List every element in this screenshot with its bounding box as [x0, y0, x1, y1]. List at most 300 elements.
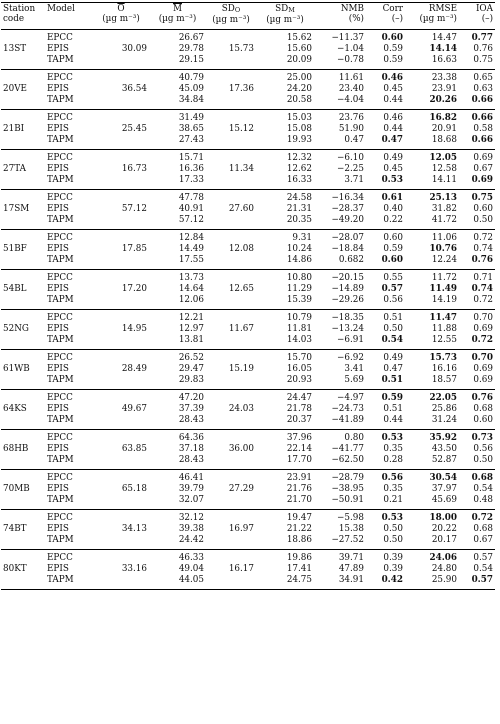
observed-mean-cell — [93, 255, 149, 270]
nmb-cell: 11.61 — [338, 73, 364, 84]
ioa-cell: 0.72 — [473, 233, 493, 244]
model-cell: EPCC — [47, 553, 73, 564]
table-row — [1, 69, 495, 84]
nmb-cell: −14.89 — [331, 284, 364, 295]
station-code-cell — [1, 149, 45, 164]
ioa-cell: 0.54 — [473, 484, 493, 495]
observed-mean-cell: 34.13 — [121, 524, 147, 535]
observed-mean-cell: 63.85 — [121, 444, 147, 455]
nmb-cell: −4.97 — [337, 393, 364, 404]
modelled-mean-cell: 34.84 — [149, 95, 206, 110]
table-row — [1, 135, 495, 150]
modelled-mean-cell: 37.39 — [178, 404, 204, 415]
sd-observed-cell — [206, 415, 256, 430]
ioa-cell: 0.48 — [459, 495, 495, 510]
station-code-cell: 21BI — [3, 124, 25, 135]
sd-modelled-cell: 24.75 — [256, 575, 314, 590]
modelled-mean-cell: 40.91 — [178, 204, 204, 215]
header-sd-modelled: SDM (µg m⁻³) — [256, 3, 314, 30]
sd-observed-cell — [206, 469, 256, 484]
model-cell: TAPM — [45, 335, 93, 350]
table-row — [1, 149, 495, 164]
sd-modelled-cell: 24.20 — [286, 84, 312, 95]
model-cell: EPCC — [47, 273, 73, 284]
observed-mean-cell — [93, 215, 149, 230]
rmse-cell: 11.72 — [431, 273, 457, 284]
rmse-cell: 25.86 — [431, 404, 457, 415]
sd-observed-cell: 15.19 — [228, 364, 254, 375]
sd-modelled-cell: 16.33 — [256, 175, 314, 190]
corr-cell: 0.39 — [383, 553, 403, 564]
rmse-cell: 10.76 — [429, 244, 457, 255]
nmb-cell: −16.34 — [331, 193, 364, 204]
corr-cell: 0.21 — [366, 495, 405, 510]
corr-cell: 0.59 — [381, 393, 403, 404]
modelled-mean-cell: 12.97 — [178, 324, 204, 335]
sd-observed-cell: 36.00 — [228, 444, 254, 455]
corr-cell: 0.44 — [366, 95, 405, 110]
model-cell: EPCC — [47, 113, 73, 124]
rmse-cell: 20.17 — [405, 535, 459, 550]
observed-mean-cell — [93, 389, 149, 404]
nmb-cell: −28.37 — [331, 204, 364, 215]
observed-mean-cell — [93, 189, 149, 204]
rmse-cell: 25.90 — [405, 575, 459, 590]
observed-mean-cell — [93, 455, 149, 470]
station-code-cell — [1, 349, 45, 364]
table-row — [1, 284, 495, 295]
nmb-cell: 23.40 — [338, 84, 364, 95]
rmse-cell: 31.82 — [431, 204, 457, 215]
corr-cell: 0.42 — [366, 575, 405, 590]
nmb-cell: −62.50 — [314, 455, 366, 470]
corr-cell: 0.60 — [381, 33, 403, 44]
station-code-cell: 74BT — [3, 524, 27, 535]
rmse-cell: 20.91 — [431, 124, 457, 135]
nmb-cell: −41.77 — [331, 444, 364, 455]
rmse-cell: 14.11 — [405, 175, 459, 190]
observed-mean-cell — [93, 495, 149, 510]
corr-cell: 0.56 — [381, 473, 403, 484]
table-row — [1, 364, 495, 375]
station-code-cell — [1, 455, 45, 470]
station-code-cell — [1, 55, 45, 70]
table-row — [1, 484, 495, 495]
rmse-cell: 11.47 — [429, 313, 457, 324]
sd-modelled-cell: 21.76 — [286, 484, 312, 495]
observed-mean-cell: 30.09 — [121, 44, 147, 55]
model-cell: EPCC — [47, 513, 73, 524]
observed-mean-cell — [93, 349, 149, 364]
corr-cell: 0.51 — [383, 313, 403, 324]
sd-modelled-cell: 15.70 — [286, 353, 312, 364]
ioa-cell: 0.60 — [473, 204, 493, 215]
sd-observed-cell: 12.08 — [228, 244, 254, 255]
modelled-mean-cell: 17.33 — [149, 175, 206, 190]
observed-mean-cell: 17.20 — [121, 284, 147, 295]
rmse-cell: 23.38 — [431, 73, 457, 84]
station-code-cell — [1, 189, 45, 204]
sd-observed-cell — [206, 549, 256, 564]
sd-modelled-cell: 16.05 — [286, 364, 312, 375]
sd-modelled-cell: 20.09 — [256, 55, 314, 70]
ioa-cell: 0.72 — [471, 513, 493, 524]
sd-modelled-cell: 17.41 — [286, 564, 312, 575]
ioa-cell: 0.69 — [459, 375, 495, 390]
sd-observed-cell — [206, 509, 256, 524]
station-code-cell — [1, 335, 45, 350]
station-code-cell: 27TA — [3, 164, 26, 175]
observed-mean-cell — [93, 269, 149, 284]
station-code-cell — [1, 375, 45, 390]
table-row — [1, 109, 495, 124]
modelled-mean-cell: 29.15 — [149, 55, 206, 70]
modelled-mean-cell: 39.38 — [178, 524, 204, 535]
sd-modelled-cell: 24.47 — [286, 393, 312, 404]
model-cell: EPCC — [47, 73, 73, 84]
rmse-cell: 24.80 — [431, 564, 457, 575]
rmse-cell: 45.69 — [405, 495, 459, 510]
ioa-cell: 0.75 — [459, 55, 495, 70]
ioa-cell: 0.66 — [459, 135, 495, 150]
rmse-cell: 35.92 — [429, 433, 457, 444]
sd-observed-cell: 11.67 — [228, 324, 254, 335]
modelled-mean-cell: 16.36 — [178, 164, 204, 175]
station-code-cell — [1, 509, 45, 524]
table-row — [1, 55, 495, 70]
ioa-cell: 0.66 — [459, 95, 495, 110]
rmse-cell: 18.00 — [429, 513, 457, 524]
sd-modelled-cell: 14.03 — [256, 335, 314, 350]
rmse-cell: 24.06 — [429, 553, 457, 564]
ioa-cell: 0.66 — [471, 113, 493, 124]
station-code-cell — [1, 69, 45, 84]
observed-mean-cell — [93, 69, 149, 84]
sd-modelled-cell: 20.93 — [256, 375, 314, 390]
corr-cell: 0.50 — [366, 535, 405, 550]
model-cell: TAPM — [45, 295, 93, 310]
sd-observed-cell — [206, 255, 256, 270]
sd-modelled-cell: 15.03 — [286, 113, 312, 124]
observed-mean-cell: 25.45 — [121, 124, 147, 135]
modelled-mean-cell: 14.49 — [178, 244, 204, 255]
corr-cell: 0.49 — [383, 353, 403, 364]
nmb-cell: −28.07 — [331, 233, 364, 244]
station-code-cell — [1, 469, 45, 484]
header-station-code: Station code — [1, 3, 45, 30]
corr-cell: 0.51 — [383, 404, 403, 415]
corr-cell: 0.51 — [366, 375, 405, 390]
table-row — [1, 295, 495, 310]
sd-observed-cell — [206, 229, 256, 244]
nmb-cell: 0.47 — [314, 135, 366, 150]
model-cell: EPCC — [47, 193, 73, 204]
table-row — [1, 124, 495, 135]
observed-mean-cell — [93, 135, 149, 150]
sd-observed-cell — [206, 215, 256, 230]
model-cell: EPIS — [47, 204, 69, 215]
table-row — [1, 375, 495, 390]
ioa-cell: 0.63 — [473, 84, 493, 95]
modelled-mean-cell: 26.52 — [178, 353, 204, 364]
ioa-cell: 0.69 — [459, 175, 495, 190]
model-cell: TAPM — [45, 375, 93, 390]
model-cell: EPCC — [47, 353, 73, 364]
modelled-mean-cell: 13.73 — [178, 273, 204, 284]
rmse-cell: 12.55 — [405, 335, 459, 350]
observed-mean-cell: 33.16 — [121, 564, 147, 575]
rmse-cell: 15.73 — [429, 353, 457, 364]
modelled-mean-cell: 28.43 — [149, 415, 206, 430]
table-row — [1, 244, 495, 255]
station-code-cell — [1, 215, 45, 230]
rmse-cell: 16.16 — [431, 364, 457, 375]
sd-observed-cell: 27.29 — [228, 484, 254, 495]
observed-mean-cell — [93, 149, 149, 164]
table-row — [1, 535, 495, 550]
sd-observed-cell — [206, 95, 256, 110]
table-row — [1, 229, 495, 244]
modelled-mean-cell: 31.49 — [178, 113, 204, 124]
nmb-cell: −28.79 — [331, 473, 364, 484]
modelled-mean-cell: 12.21 — [178, 313, 204, 324]
sd-modelled-cell: 9.31 — [292, 233, 312, 244]
ioa-cell: 0.74 — [471, 284, 493, 295]
table-row — [1, 495, 495, 510]
nmb-cell: 15.38 — [338, 524, 364, 535]
modelled-mean-cell: 14.64 — [178, 284, 204, 295]
model-cell: EPIS — [47, 444, 69, 455]
station-code-cell — [1, 255, 45, 270]
nmb-cell: −27.52 — [314, 535, 366, 550]
table-row — [1, 404, 495, 415]
corr-cell: 0.50 — [383, 524, 403, 535]
ioa-cell: 0.54 — [473, 564, 493, 575]
rmse-cell: 37.97 — [431, 484, 457, 495]
modelled-mean-cell: 46.41 — [178, 473, 204, 484]
observed-mean-cell — [93, 415, 149, 430]
station-code-cell: 61WB — [3, 364, 30, 375]
sd-modelled-cell: 15.60 — [286, 44, 312, 55]
table-row — [1, 429, 495, 444]
sd-observed-cell — [206, 55, 256, 70]
model-cell: TAPM — [45, 255, 93, 270]
station-code-cell: 70MB — [3, 484, 30, 495]
station-code-cell: 20VE — [3, 84, 27, 95]
station-code-cell — [1, 549, 45, 564]
model-cell: EPIS — [47, 484, 69, 495]
nmb-cell: −24.73 — [331, 404, 364, 415]
sd-observed-cell — [206, 495, 256, 510]
station-code-cell — [1, 229, 45, 244]
model-cell: TAPM — [45, 55, 93, 70]
model-cell: EPIS — [47, 564, 69, 575]
station-code-cell: 80KT — [3, 564, 27, 575]
sd-observed-cell: 16.97 — [228, 524, 254, 535]
rmse-cell: 22.05 — [429, 393, 457, 404]
nmb-cell: −11.37 — [331, 33, 364, 44]
rmse-cell: 41.72 — [405, 215, 459, 230]
nmb-cell: −5.98 — [337, 513, 364, 524]
nmb-cell: 5.69 — [314, 375, 366, 390]
corr-cell: 0.22 — [366, 215, 405, 230]
sd-modelled-cell: 17.70 — [256, 455, 314, 470]
sd-observed-cell: 15.12 — [228, 124, 254, 135]
observed-mean-cell — [93, 95, 149, 110]
observed-mean-cell: 49.67 — [121, 404, 147, 415]
corr-cell: 0.54 — [366, 335, 405, 350]
model-cell: TAPM — [45, 575, 93, 590]
rmse-cell: 25.13 — [429, 193, 457, 204]
model-cell: TAPM — [45, 455, 93, 470]
ioa-cell: 0.68 — [473, 404, 493, 415]
modelled-mean-cell: 38.65 — [178, 124, 204, 135]
rmse-cell: 23.91 — [431, 84, 457, 95]
nmb-cell: 3.71 — [314, 175, 366, 190]
model-cell: EPIS — [47, 404, 69, 415]
observed-mean-cell — [93, 175, 149, 190]
station-code-cell — [1, 295, 45, 310]
modelled-mean-cell: 40.79 — [178, 73, 204, 84]
nmb-cell: −1.04 — [337, 44, 364, 55]
nmb-cell: −50.91 — [314, 495, 366, 510]
model-cell: TAPM — [45, 175, 93, 190]
sd-modelled-cell: 10.24 — [286, 244, 312, 255]
station-code-cell: 64KS — [3, 404, 27, 415]
sd-observed-cell — [206, 189, 256, 204]
model-cell: EPIS — [47, 524, 69, 535]
nmb-cell: 0.80 — [344, 433, 364, 444]
ioa-cell: 0.68 — [471, 473, 493, 484]
corr-cell: 0.40 — [383, 204, 403, 215]
table-row — [1, 44, 495, 55]
nmb-cell: −2.25 — [337, 164, 364, 175]
table-row — [1, 309, 495, 324]
corr-cell: 0.55 — [383, 273, 403, 284]
modelled-mean-cell: 29.78 — [178, 44, 204, 55]
rmse-cell: 16.82 — [429, 113, 457, 124]
sd-observed-cell — [206, 109, 256, 124]
rmse-cell: 12.05 — [429, 153, 457, 164]
observed-mean-cell — [93, 469, 149, 484]
corr-cell: 0.47 — [383, 364, 403, 375]
sd-observed-cell — [206, 575, 256, 590]
station-code-cell: 13ST — [3, 44, 27, 55]
nmb-cell: −18.35 — [331, 313, 364, 324]
model-cell: EPCC — [47, 233, 73, 244]
model-cell: TAPM — [45, 215, 93, 230]
sd-observed-cell — [206, 455, 256, 470]
sd-observed-cell — [206, 269, 256, 284]
table-row — [1, 164, 495, 175]
station-code-cell — [1, 175, 45, 190]
modelled-mean-cell: 64.36 — [178, 433, 204, 444]
sd-modelled-cell: 11.29 — [286, 284, 312, 295]
corr-cell: 0.60 — [366, 255, 405, 270]
ioa-cell: 0.60 — [459, 415, 495, 430]
nmb-cell: 47.89 — [338, 564, 364, 575]
observed-mean-cell: 36.54 — [121, 84, 147, 95]
sd-modelled-cell: 25.00 — [286, 73, 312, 84]
sd-modelled-cell: 15.39 — [256, 295, 314, 310]
rmse-cell: 31.24 — [405, 415, 459, 430]
station-code-cell — [1, 389, 45, 404]
header-sd-observed: SDO (µg m⁻³) — [206, 3, 256, 30]
modelled-mean-cell: 15.71 — [178, 153, 204, 164]
station-code-cell — [1, 309, 45, 324]
table-row — [1, 204, 495, 215]
ioa-cell: 0.72 — [459, 295, 495, 310]
rmse-cell: 43.50 — [431, 444, 457, 455]
sd-observed-cell: 16.17 — [228, 564, 254, 575]
nmb-cell: −18.84 — [331, 244, 364, 255]
modelled-mean-cell: 24.42 — [149, 535, 206, 550]
corr-cell: 0.44 — [366, 415, 405, 430]
observed-mean-cell — [93, 295, 149, 310]
model-cell: TAPM — [45, 95, 93, 110]
ioa-cell: 0.68 — [473, 524, 493, 535]
station-code-cell — [1, 429, 45, 444]
observed-mean-cell — [93, 375, 149, 390]
sd-observed-cell — [206, 295, 256, 310]
ioa-cell: 0.50 — [459, 455, 495, 470]
corr-cell: 0.39 — [383, 564, 403, 575]
rmse-cell: 11.88 — [431, 324, 457, 335]
sd-modelled-cell: 10.79 — [286, 313, 312, 324]
station-code-cell — [1, 269, 45, 284]
table-row — [1, 389, 495, 404]
nmb-cell: −49.20 — [314, 215, 366, 230]
modelled-mean-cell: 27.43 — [149, 135, 206, 150]
nmb-cell: 23.76 — [338, 113, 364, 124]
ioa-cell: 0.57 — [473, 553, 493, 564]
sd-modelled-cell: 21.31 — [286, 204, 312, 215]
nmb-cell: 34.91 — [314, 575, 366, 590]
ioa-cell: 0.57 — [459, 575, 495, 590]
header-nmb: NMB (%) — [314, 3, 366, 30]
modelled-mean-cell: 32.07 — [149, 495, 206, 510]
table-row — [1, 575, 495, 590]
rmse-cell: 12.58 — [431, 164, 457, 175]
modelled-mean-cell: 32.12 — [178, 513, 204, 524]
sd-modelled-cell: 21.78 — [286, 404, 312, 415]
table-row — [1, 524, 495, 535]
sd-observed-cell — [206, 375, 256, 390]
corr-cell: 0.46 — [383, 113, 403, 124]
header-modelled-mean: $\overline{M}$ (µg m⁻³) — [149, 3, 206, 30]
modelled-mean-cell: 45.09 — [178, 84, 204, 95]
corr-cell: 0.57 — [381, 284, 403, 295]
sd-modelled-cell: 18.86 — [256, 535, 314, 550]
observed-mean-cell — [93, 55, 149, 70]
corr-cell: 0.53 — [366, 175, 405, 190]
corr-cell: 0.53 — [381, 513, 403, 524]
ioa-cell: 0.65 — [473, 73, 493, 84]
observed-mean-cell: 57.12 — [121, 204, 147, 215]
corr-cell: 0.50 — [383, 324, 403, 335]
ioa-cell: 0.69 — [473, 364, 493, 375]
station-code-cell — [1, 135, 45, 150]
sd-observed-cell — [206, 29, 256, 44]
header-observed-mean: $\overline{O}$ (µg m⁻³) — [93, 3, 149, 30]
station-code-cell: 68HB — [3, 444, 29, 455]
modelled-mean-cell: 57.12 — [149, 215, 206, 230]
sd-modelled-cell: 22.14 — [286, 444, 312, 455]
table-row — [1, 324, 495, 335]
sd-observed-cell — [206, 429, 256, 444]
table-row — [1, 269, 495, 284]
table-row — [1, 444, 495, 455]
